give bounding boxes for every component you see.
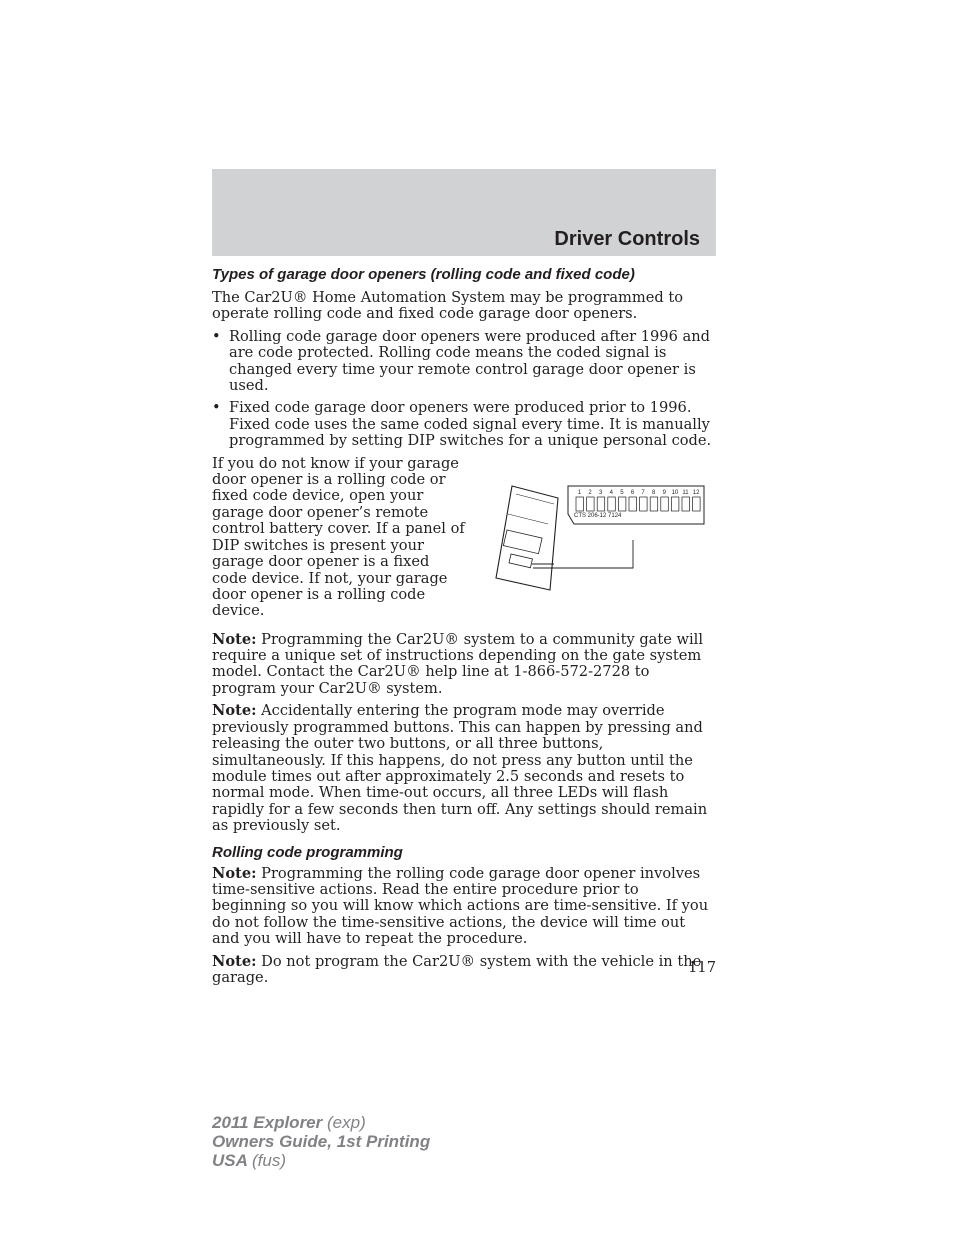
dip-switch xyxy=(671,497,679,511)
note-program-mode: Note: Accidentally entering the program mode may override previously programmed buttons. This can happen by pressing and releasing the outer two buttons, or all three buttons, simultaneously. If this happens, do not press any button until the module times out after approximately 2.5 seconds and resets to normal mode. When time-out occurs, all three LEDs will flash rapidly for a few seconds then turn off. Any settings should remain as previously set. xyxy=(212,702,708,835)
dip-number-label: 4 xyxy=(609,489,613,496)
list-item-text: Rolling code garage door openers were produced after 1996 and are code protected. Rolling code means the coded signal is changed every time your remote control garage door opener is used. xyxy=(229,327,710,395)
dip-switch xyxy=(608,497,616,511)
header-band xyxy=(212,169,716,256)
footer-line-1: 2011 Explorer (exp) xyxy=(212,1113,366,1132)
list-item xyxy=(212,329,716,395)
figure-row xyxy=(212,456,716,626)
page-content xyxy=(212,266,716,992)
dip-switch xyxy=(640,497,648,511)
page-number: 117 xyxy=(688,959,716,976)
footer-line-2: Owners Guide, 1st Printing xyxy=(212,1132,431,1151)
dip-number-label: 3 xyxy=(599,489,603,496)
rolling-code-heading: Rolling code programming xyxy=(212,843,403,861)
dip-number-label: 1 xyxy=(577,489,582,496)
dip-number-label: 9 xyxy=(662,489,666,496)
opener-types-list xyxy=(212,329,716,450)
intro-paragraph: The Car2U® Home Automation System may be programmed to operate rolling code and fixed code garage door openers. xyxy=(212,289,683,323)
dip-number-label: 7 xyxy=(641,489,645,496)
dip-switch xyxy=(693,497,701,511)
dip-switch xyxy=(650,497,658,511)
dip-number-label: 5 xyxy=(620,489,624,496)
dip-switch xyxy=(576,497,584,511)
note-community-gate: Note: Programming the Car2U® system to a community gate will require a unique set of instructions depending on the gate system model. Contact the Car2U® help line at 1-866-572-2728 to program your Car2U® system. xyxy=(212,630,704,697)
dip-number-label: 8 xyxy=(652,489,656,496)
list-item-text: Fixed code garage door openers were produced prior to 1996. Fixed code uses the same coded signal every time. It is manually programmed by setting DIP switches for a unique personal code. xyxy=(229,399,712,450)
footer-line-3: USA (fus) xyxy=(212,1151,286,1170)
section-heading: Types of garage door openers (rolling code and fixed code) xyxy=(212,266,635,283)
figure-paragraph: If you do not know if your garage door opener is a rolling code or fixed code device, open your garage door opener’s remote control battery cover. If a panel of DIP switches is present your garage door opener is a fixed code device. If not, your garage door opener is a rolling code device. xyxy=(212,454,465,620)
panel-label: CTS 206-12 7124 xyxy=(574,512,622,519)
dip-number-label: 2 xyxy=(588,489,592,496)
note-vehicle-garage: Note: Do not program the Car2U® system with the vehicle in the garage. xyxy=(212,952,702,986)
dip-switch-remote-illustration xyxy=(490,468,708,592)
dip-number-label: 10 xyxy=(671,489,679,496)
dip-number-label: 6 xyxy=(630,489,635,496)
dip-switch xyxy=(618,497,626,511)
note-time-sensitive: Note: Programming the rolling code garage door opener involves time-sensitive actions. Read the entire procedure prior to beginning so you will know which actions are time-sensitive. If you do not follow the time-sensitive actions, the device will time out and you will have to repeat the procedure. xyxy=(212,864,709,948)
bullet-icon: • xyxy=(212,399,221,417)
dip-switch xyxy=(587,497,595,511)
footer xyxy=(212,1113,430,1170)
dip-switch xyxy=(597,497,605,511)
dip-switch xyxy=(682,497,690,511)
bullet-icon: • xyxy=(212,327,221,345)
dip-switch xyxy=(629,497,637,511)
dip-number-label: 11 xyxy=(682,489,689,496)
list-item xyxy=(212,400,716,449)
dip-switch xyxy=(661,497,669,511)
dip-number-label: 12 xyxy=(692,489,700,496)
section-title: Driver Controls xyxy=(554,228,700,250)
